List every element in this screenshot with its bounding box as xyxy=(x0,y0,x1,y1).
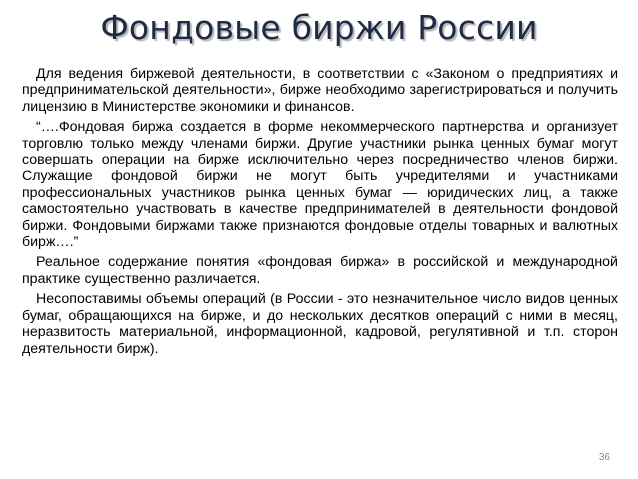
paragraph-real-content: Реальное содержание понятия «фондовая биржа» в российской и международной практике существенно различается. xyxy=(22,254,618,287)
paragraph-operation-volumes: Несопоставимы объемы операций (в России - это незначительное число видов ценных бумаг, обращающихся на бирже, и до нескольких десятков операций с ними в месяц, неразвитость материальной, информационной, кадровой, регулятивной и т.п. сторон деятельности бирж). xyxy=(22,291,618,357)
page-number: 36 xyxy=(598,452,610,463)
slide-title: Фондовые биржи России xyxy=(100,8,538,47)
paragraph-licensing: Для ведения биржевой деятельности, в соответствии с «Законом о предприятиях и предпринимательской деятельности», бирже необходимо зарегистрироваться и получить лицензию в Министерстве экономики и финансов. xyxy=(22,66,618,115)
slide-body xyxy=(22,66,618,361)
paragraph-definition-quote: “….Фондовая биржа создается в форме некоммерческого партнерства и организует торговлю только между членами биржи. Другие участники рынка ценных бумаг могут совершать операции на бирже исключительно через посредничество членов биржи. Служащие фондовой биржи не могут быть учредителями и участниками профессиональных участников рынка ценных бумаг — юридических лиц, а также самостоятельно участвовать в качестве предпринимателей в деятельности фондовой биржи. Фондовыми биржами также признаются фондовые отделы товарных и валютных бирж….” xyxy=(22,119,618,251)
